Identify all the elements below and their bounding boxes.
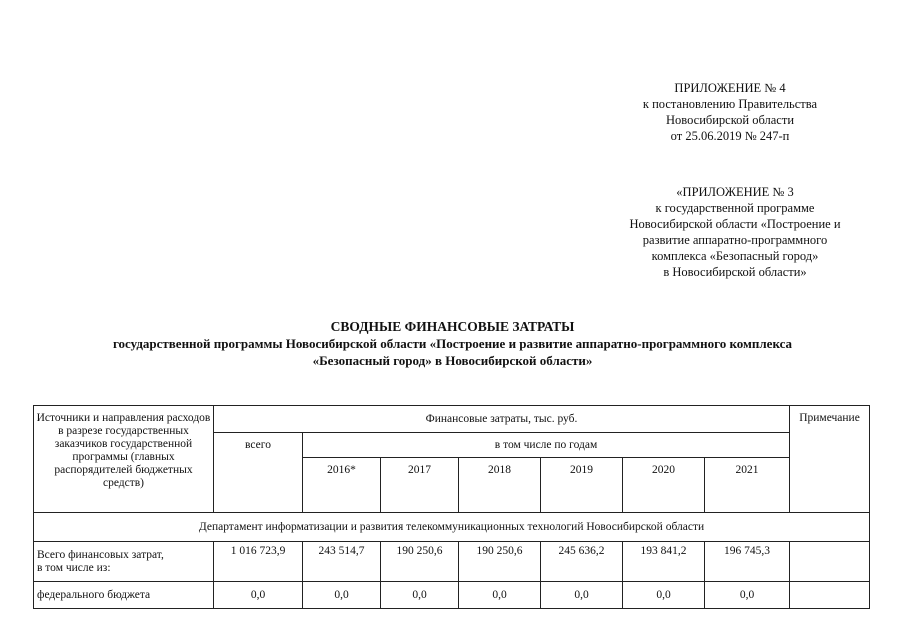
- table-row: [34, 542, 870, 582]
- appendix-4-decree: к постановлению Правительства: [642, 97, 818, 111]
- appendix-3-line4: развитие аппаратно-программного: [642, 233, 828, 247]
- header-year: 2018: [459, 458, 541, 513]
- row-value: 0,0: [623, 582, 705, 609]
- appendix-3-title: «ПРИЛОЖЕНИЕ № 3: [676, 185, 794, 199]
- row-total: 0,0: [214, 582, 303, 609]
- row-value: 0,0: [303, 582, 381, 609]
- row-value: 0,0: [381, 582, 459, 609]
- row-total: 1 016 723,9: [214, 542, 303, 582]
- appendix-3-line2: к государственной программе: [655, 201, 815, 215]
- row-value: 0,0: [541, 582, 623, 609]
- appendix-4-date: от 25.06.2019 № 247-п: [670, 129, 790, 143]
- header-year: 2019: [541, 458, 623, 513]
- header-year: 2020: [623, 458, 705, 513]
- header-by-years: в том числе по годам: [303, 433, 790, 458]
- row-note: [790, 582, 870, 609]
- row-note: [790, 542, 870, 582]
- row-value: 245 636,2: [541, 542, 623, 582]
- header-year: 2017: [381, 458, 459, 513]
- row-value: 0,0: [705, 582, 790, 609]
- row-value: 193 841,2: [623, 542, 705, 582]
- appendix-4-region: Новосибирской области: [665, 113, 795, 127]
- row-value: 0,0: [459, 582, 541, 609]
- header-total: всего: [214, 433, 303, 513]
- header-year: 2016*: [303, 458, 381, 513]
- appendix-4-title: ПРИЛОЖЕНИЕ № 4: [674, 81, 786, 95]
- financial-costs-table: [33, 405, 870, 609]
- row-value: 243 514,7: [303, 542, 381, 582]
- title-subtitle-1: государственной программы Новосибирской области «Построение и развитие аппаратно-программного комплекса: [112, 336, 793, 351]
- header-sources: Источники и направления расходов в разрезе государственных заказчиков государственной программы (главных распорядителей бюджетных средств): [34, 406, 214, 513]
- header-note: Примечание: [790, 406, 870, 513]
- appendix-3-line5: комплекса «Безопасный город»: [651, 249, 819, 263]
- appendix-4-header: [620, 80, 840, 144]
- table-row: [34, 582, 870, 609]
- appendix-3-header: [600, 184, 870, 280]
- row-value: 196 745,3: [705, 542, 790, 582]
- appendix-3-line3: Новосибирской области «Построение и: [629, 217, 841, 231]
- row-label: Всего финансовых затрат, в том числе из:: [34, 542, 214, 582]
- row-value: 190 250,6: [459, 542, 541, 582]
- title-subtitle-2: «Безопасный город» в Новосибирской области»: [312, 353, 593, 368]
- department-row: Департамент информатизации и развития телекоммуникационных технологий Новосибирской области: [34, 513, 870, 542]
- document-title: [20, 318, 885, 369]
- title-main: СВОДНЫЕ ФИНАНСОВЫЕ ЗАТРАТЫ: [330, 319, 575, 334]
- header-year: 2021: [705, 458, 790, 513]
- row-value: 190 250,6: [381, 542, 459, 582]
- header-costs: Финансовые затраты, тыс. руб.: [214, 406, 790, 433]
- row-label: федерального бюджета: [34, 582, 214, 609]
- appendix-3-line6: в Новосибирской области»: [663, 265, 807, 279]
